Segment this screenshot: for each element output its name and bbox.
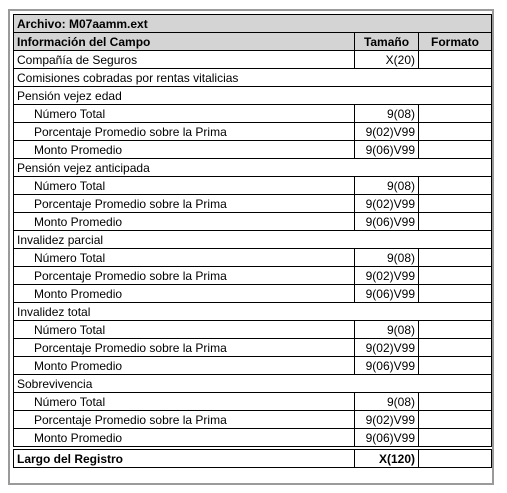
field-label: Número Total <box>14 393 355 411</box>
company-row <box>14 51 492 69</box>
record-layout-table <box>13 14 492 468</box>
field-tamano: 9(06)V99 <box>355 429 419 447</box>
field-row <box>14 105 492 123</box>
header-tamano: Tamaño <box>355 33 419 51</box>
total-row <box>14 450 492 468</box>
field-formato <box>419 213 492 231</box>
section-title: Comisiones cobradas por rentas vitalicias <box>14 69 492 87</box>
company-label: Compañía de Seguros <box>14 51 355 69</box>
field-label: Monto Promedio <box>14 357 355 375</box>
field-formato <box>419 267 492 285</box>
field-tamano: 9(02)V99 <box>355 267 419 285</box>
field-formato <box>419 393 492 411</box>
field-row <box>14 393 492 411</box>
field-formato <box>419 195 492 213</box>
field-tamano: 9(02)V99 <box>355 411 419 429</box>
field-row <box>14 357 492 375</box>
company-tamano: X(20) <box>355 51 419 69</box>
group-row <box>14 231 492 249</box>
field-row <box>14 267 492 285</box>
field-tamano: 9(08) <box>355 321 419 339</box>
record-layout-frame <box>8 9 494 485</box>
field-tamano: 9(02)V99 <box>355 339 419 357</box>
field-row <box>14 177 492 195</box>
header-formato: Formato <box>419 33 492 51</box>
total-formato <box>419 450 492 468</box>
field-row <box>14 411 492 429</box>
field-tamano: 9(08) <box>355 393 419 411</box>
field-label: Número Total <box>14 105 355 123</box>
field-formato <box>419 123 492 141</box>
group-name: Invalidez parcial <box>14 231 492 249</box>
field-row <box>14 141 492 159</box>
group-name: Pensión vejez anticipada <box>14 159 492 177</box>
group-name: Invalidez total <box>14 303 492 321</box>
field-row <box>14 195 492 213</box>
header-campo: Información del Campo <box>14 33 355 51</box>
field-label: Número Total <box>14 321 355 339</box>
field-tamano: 9(08) <box>355 105 419 123</box>
field-row <box>14 123 492 141</box>
field-tamano: 9(06)V99 <box>355 213 419 231</box>
group-row <box>14 303 492 321</box>
field-formato <box>419 105 492 123</box>
field-label: Monto Promedio <box>14 285 355 303</box>
field-label: Número Total <box>14 177 355 195</box>
field-tamano: 9(08) <box>355 249 419 267</box>
file-title: Archivo: M07aamm.ext <box>14 15 492 33</box>
field-tamano: 9(06)V99 <box>355 285 419 303</box>
field-formato <box>419 357 492 375</box>
field-tamano: 9(02)V99 <box>355 123 419 141</box>
field-formato <box>419 285 492 303</box>
field-formato <box>419 339 492 357</box>
field-formato <box>419 249 492 267</box>
field-formato <box>419 321 492 339</box>
field-formato <box>419 141 492 159</box>
header-row <box>14 33 492 51</box>
group-name: Pensión vejez edad <box>14 87 492 105</box>
field-tamano: 9(08) <box>355 177 419 195</box>
field-row <box>14 213 492 231</box>
field-row <box>14 429 492 447</box>
field-label: Porcentaje Promedio sobre la Prima <box>14 123 355 141</box>
field-formato <box>419 411 492 429</box>
field-label: Número Total <box>14 249 355 267</box>
field-row <box>14 249 492 267</box>
section-row <box>14 69 492 87</box>
field-label: Porcentaje Promedio sobre la Prima <box>14 339 355 357</box>
total-tamano: X(120) <box>355 450 419 468</box>
group-row <box>14 159 492 177</box>
field-label: Monto Promedio <box>14 141 355 159</box>
field-label: Porcentaje Promedio sobre la Prima <box>14 411 355 429</box>
field-row <box>14 321 492 339</box>
group-row <box>14 375 492 393</box>
total-label: Largo del Registro <box>14 450 355 468</box>
field-row <box>14 339 492 357</box>
field-label: Porcentaje Promedio sobre la Prima <box>14 267 355 285</box>
field-tamano: 9(06)V99 <box>355 141 419 159</box>
field-formato <box>419 177 492 195</box>
record-layout-body <box>14 15 492 468</box>
group-name: Sobrevivencia <box>14 375 492 393</box>
field-label: Porcentaje Promedio sobre la Prima <box>14 195 355 213</box>
company-formato <box>419 51 492 69</box>
group-row <box>14 87 492 105</box>
field-label: Monto Promedio <box>14 213 355 231</box>
field-tamano: 9(02)V99 <box>355 195 419 213</box>
field-formato <box>419 429 492 447</box>
field-row <box>14 285 492 303</box>
file-title-row <box>14 15 492 33</box>
field-label: Monto Promedio <box>14 429 355 447</box>
field-tamano: 9(06)V99 <box>355 357 419 375</box>
